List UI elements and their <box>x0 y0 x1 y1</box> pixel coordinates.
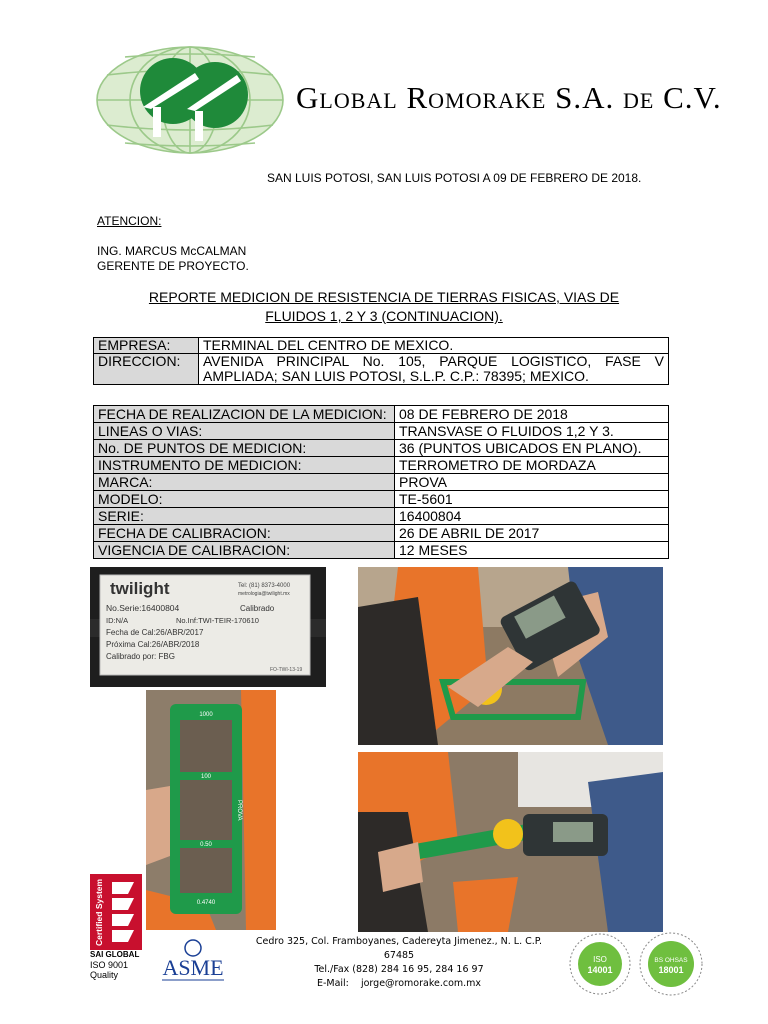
asme-graphic <box>156 935 230 983</box>
label-cal-date: Fecha de Cal:26/ABR/2017 <box>106 628 204 637</box>
footer-email-line <box>240 977 558 991</box>
table-value: 16400804 <box>395 508 669 525</box>
report-title-line2: FLUIDOS 1, 2 Y 3 (CONTINUACION). <box>265 308 503 324</box>
table-value: AVENIDA PRINCIPAL No. 105, PARQUE LOGISTICO, FASE V AMPLIADA; SAN LUIS POTOSI, S.L.P. C.P.: 78395; MEXICO. <box>199 354 669 385</box>
place-date: SAN LUIS POTOSI, SAN LUIS POTOSI A 09 DE FEBRERO DE 2018. <box>267 171 642 185</box>
label-brand: twilight <box>110 579 170 598</box>
table-label: MARCA: <box>94 474 395 491</box>
table-value: PROVA <box>395 474 669 491</box>
table-value: 12 MESES <box>395 542 669 559</box>
table-label: INSTRUMENTO DE MEDICION: <box>94 457 395 474</box>
label-email: metrologia@twilight.mx <box>238 591 290 597</box>
ohsas-18001-seal <box>637 926 705 1002</box>
table-value: 08 DE FEBRERO DE 2018 <box>395 406 669 423</box>
report-title-line1: REPORTE MEDICION DE RESISTENCIA DE TIERRAS FISICAS, VIAS DE <box>148 289 620 305</box>
attention-name: ING. MARCUS McCALMAN <box>97 244 247 258</box>
label-report: No.Inf:TWI-TEIR-170610 <box>176 616 259 625</box>
cert-quality: Quality <box>90 970 119 980</box>
certified-system-graphic <box>90 874 142 952</box>
table-row <box>94 474 669 491</box>
measurement-table <box>93 405 669 559</box>
iso-14001-seal <box>568 926 632 1002</box>
table-row <box>94 542 669 559</box>
ohsas-num: 18001 <box>658 965 684 975</box>
table-value: 36 (PUNTOS UBICADOS EN PLANO). <box>395 440 669 457</box>
ruler-brand: PROVA <box>236 800 242 821</box>
table-value: TERROMETRO DE MORDAZA <box>395 457 669 474</box>
table-value: TRANSVASE O FLUIDOS 1,2 Y 3. <box>395 423 669 440</box>
ohsas-mark: BS OHSAS <box>654 957 688 964</box>
ruler-label-low: 0.50 <box>200 842 212 848</box>
table-row <box>94 508 669 525</box>
attention-label: ATENCION: <box>97 214 162 228</box>
table-value: 26 DE ABRIL DE 2017 <box>395 525 669 542</box>
table-row <box>94 457 669 474</box>
cert-brand: SAI GLOBAL <box>90 950 140 959</box>
table-label: No. DE PUNTOS DE MEDICION: <box>94 440 395 457</box>
table-row <box>94 525 669 542</box>
label-calibrated: Calibrado <box>240 604 275 613</box>
asme-logo <box>156 935 230 983</box>
iso14001-num: 14001 <box>587 965 613 975</box>
asme-text: ASME <box>162 955 224 980</box>
label-phone: Tel: (81) 8373-4000 <box>238 583 291 589</box>
table-row <box>94 423 669 440</box>
footer-email[interactable]: jorge@romorake.com.mx <box>360 978 482 989</box>
ruler-label-bottom: 0.4740 <box>196 900 216 906</box>
ohsas-18001-graphic <box>637 926 705 1002</box>
table-row <box>94 338 669 354</box>
cert-vertical-text: Certified System <box>94 878 104 946</box>
table-row <box>94 354 669 385</box>
table-label: VIGENCIA DE CALIBRACION: <box>94 542 395 559</box>
table-label: LINEAS O VIAS: <box>94 423 395 440</box>
iso14001-mark: ISO <box>593 955 607 964</box>
clamp-meter-photo-2 <box>358 752 663 932</box>
company-name: Global Romorake S.A. de C.V. <box>296 80 722 115</box>
label-form: FO-TWI-13-19 <box>270 667 303 673</box>
label-by: Calibrado por: FBG <box>106 652 175 661</box>
footer-address-line1: Cedro 325, Col. Framboyanes, Cadereyta Jimenez., N. L. C.P. 67485 <box>255 936 543 961</box>
table-label: EMPRESA: <box>94 338 199 354</box>
ruler-label-top: 1000 <box>199 712 213 718</box>
ruler-photo <box>146 690 276 930</box>
calibration-label-graphic <box>90 567 326 687</box>
report-title <box>100 288 668 326</box>
iso-14001-graphic <box>568 926 632 1002</box>
table-label: SERIE: <box>94 508 395 525</box>
footer-address <box>240 935 558 991</box>
cert-iso: ISO 9001 <box>90 960 129 970</box>
table-value: TE-5601 <box>395 491 669 508</box>
certification-texts <box>90 950 150 980</box>
table-row <box>94 440 669 457</box>
table-value: TERMINAL DEL CENTRO DE MEXICO. <box>199 338 669 354</box>
label-serial: No.Serie:16400804 <box>106 603 180 613</box>
calibration-label-photo <box>90 567 326 687</box>
footer-address-line2: Tel./Fax (828) 284 16 95, 284 16 97 <box>314 964 484 975</box>
table-row <box>94 406 669 423</box>
attention-role: GERENTE DE PROYECTO. <box>97 259 249 273</box>
label-id: ID:N/A <box>106 616 129 625</box>
footer-email-label: E-Mail: <box>316 978 349 989</box>
ruler-label-mid: 100 <box>200 774 212 780</box>
table-label: DIRECCION: <box>94 354 199 385</box>
company-table <box>93 337 669 385</box>
clamp-meter-graphic-2 <box>358 752 663 932</box>
table-row <box>94 491 669 508</box>
label-next-date: Próxima Cal:26/ABR/2018 <box>106 640 200 649</box>
table-label: MODELO: <box>94 491 395 508</box>
clamp-meter-photo-1 <box>358 567 663 745</box>
company-logo <box>95 45 285 155</box>
ruler-graphic <box>146 690 276 930</box>
table-label: FECHA DE REALIZACION DE LA MEDICION: <box>94 406 395 423</box>
clamp-meter-graphic-1 <box>358 567 663 745</box>
table-label: FECHA DE CALIBRACION: <box>94 525 395 542</box>
